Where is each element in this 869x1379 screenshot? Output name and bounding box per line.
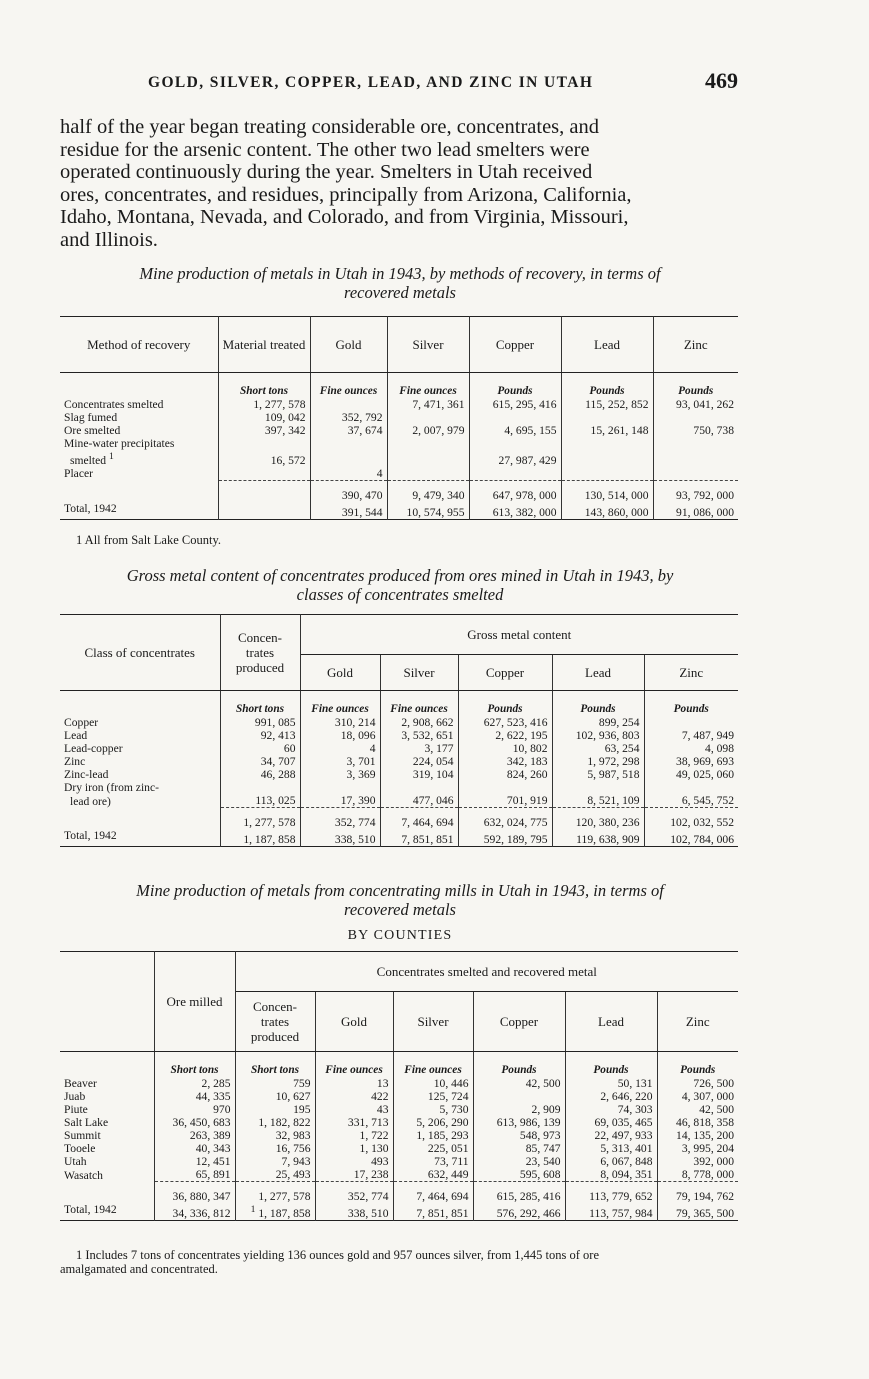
col-header-gold: Gold bbox=[310, 317, 387, 373]
table-row: Placer 4 bbox=[60, 467, 738, 481]
table-row: Concentrates smelted 1, 277, 578 7, 471, 361 615, 295, 416 115, 252, 852 93, 041, 262 bbox=[60, 398, 738, 411]
col-header-lead: Lead bbox=[561, 317, 653, 373]
col-header-copper: Copper bbox=[473, 992, 565, 1052]
row-label: Salt Lake bbox=[60, 1116, 154, 1129]
table-row: Wasatch 65, 891 25, 493 17, 238 632, 449 595, 608 8, 094, 351 8, 778, 000 bbox=[60, 1168, 738, 1182]
caption-line: classes of concentrates smelted bbox=[296, 585, 504, 604]
table-row: Summit 263, 389 32, 983 1, 722 1, 185, 293 548, 973 22, 497, 933 14, 135, 200 bbox=[60, 1129, 738, 1142]
unit-label: Pounds bbox=[469, 373, 561, 399]
table-row: Lead 92, 413 18, 096 3, 532, 651 2, 622, 195 102, 936, 803 7, 487, 949 bbox=[60, 729, 738, 742]
intro-line: and Illinois. bbox=[60, 228, 158, 251]
row-label: Copper bbox=[60, 716, 220, 729]
row-label: Placer bbox=[60, 467, 218, 481]
unit-label: Fine ounces bbox=[387, 373, 469, 399]
unit-label: Pounds bbox=[473, 1052, 565, 1078]
row-label: Total, 1942 bbox=[60, 829, 220, 847]
row-label: lead ore) bbox=[60, 794, 220, 808]
unit-label: Pounds bbox=[552, 691, 644, 717]
unit-label: Pounds bbox=[458, 691, 552, 717]
row-label: Tooele bbox=[60, 1142, 154, 1155]
table-by-counties bbox=[60, 951, 738, 1221]
row-label: Total, 1942 bbox=[60, 1203, 154, 1221]
table-row bbox=[60, 437, 738, 450]
table-row: Piute 970 195 43 5, 730 2, 909 74, 303 42, 500 bbox=[60, 1103, 738, 1116]
row-label: Summit bbox=[60, 1129, 154, 1142]
unit-label: Short tons bbox=[220, 691, 300, 717]
caption-line: Mine production of metals in Utah in 1943, by methods of recovery, in terms of bbox=[139, 264, 661, 283]
row-label: Dry iron (from zinc- bbox=[60, 781, 220, 794]
unit-label: Fine ounces bbox=[300, 691, 380, 717]
table3-caption bbox=[55, 881, 745, 919]
col-header-silver: Silver bbox=[387, 317, 469, 373]
intro-line: half of the year began treating considerable ore, concentrates, and bbox=[60, 116, 600, 138]
row-label: Juab bbox=[60, 1090, 154, 1103]
col-header-material: Material treated bbox=[218, 317, 310, 373]
row-label: Concentrates smelted bbox=[60, 398, 218, 411]
table-row: Zinc-lead 46, 288 3, 369 319, 104 824, 260 5, 987, 518 49, 025, 060 bbox=[60, 768, 738, 781]
table-row: lead ore) 113, 025 17, 390 477, 046 701, 919 8, 521, 109 6, 545, 752 bbox=[60, 794, 738, 808]
intro-paragraph bbox=[60, 116, 740, 252]
table3-footnote bbox=[60, 1248, 740, 1276]
row-label: Lead-copper bbox=[60, 742, 220, 755]
col-header-zinc: Zinc bbox=[644, 655, 738, 691]
col-header-group: Concentrates smelted and recovered metal bbox=[235, 952, 738, 992]
footnote-mark: 1 bbox=[108, 451, 114, 462]
row-label: Ore smelted bbox=[60, 424, 218, 437]
total-1942-row: Total, 1942 1, 187, 858 338, 510 7, 851, 851 592, 189, 795 119, 638, 909 102, 784, 006 bbox=[60, 829, 738, 847]
table1-caption bbox=[55, 264, 745, 302]
col-header-county bbox=[60, 952, 154, 1052]
col-header-copper: Copper bbox=[458, 655, 552, 691]
table1-footnote: 1 All from Salt Lake County. bbox=[76, 533, 222, 547]
table-gross-metal-content bbox=[60, 614, 738, 847]
row-label: Piute bbox=[60, 1103, 154, 1116]
row-label: Zinc bbox=[60, 755, 220, 768]
row-label: Mine-water precipitates bbox=[60, 437, 218, 450]
unit-label: Short tons bbox=[154, 1052, 235, 1078]
col-header-gold: Gold bbox=[315, 992, 393, 1052]
unit-label: Pounds bbox=[678, 385, 714, 397]
row-label: Slag fumed bbox=[60, 411, 218, 424]
total-1942-row: Total, 1942 391, 544 10, 574, 955 613, 382, 000 143, 860, 000 91, 086, 000 bbox=[60, 502, 738, 520]
table-row: Lead-copper 60 4 3, 177 10, 802 63, 254 4, 098 bbox=[60, 742, 738, 755]
col-header-zinc: Zinc bbox=[653, 317, 738, 373]
col-header-zinc: Zinc bbox=[657, 992, 738, 1052]
caption-line: recovered metals bbox=[344, 900, 456, 919]
col-header-silver: Silver bbox=[393, 992, 473, 1052]
table-row: Ore smelted 397, 342 37, 674 2, 007, 979 4, 695, 155 15, 261, 148 750, 738 bbox=[60, 424, 738, 437]
intro-line: operated continuously during the year. Smelters in Utah received bbox=[60, 161, 593, 184]
unit-label: Fine ounces bbox=[315, 1052, 393, 1078]
table-row: Utah 12, 451 7, 943 493 73, 711 23, 540 6, 067, 848 392, 000 bbox=[60, 1155, 738, 1168]
row-label: Lead bbox=[60, 729, 220, 742]
intro-line: Idaho, Montana, Nevada, and Colorado, and from Virginia, Missouri, bbox=[60, 206, 629, 229]
col-header-gold: Gold bbox=[300, 655, 380, 691]
col-header-lead: Lead bbox=[565, 992, 657, 1052]
footnote-line: amalgamated and concentrated. bbox=[60, 1262, 218, 1276]
footnote-mark: 1 bbox=[250, 1204, 256, 1216]
table-row: Copper 991, 085 310, 214 2, 908, 662 627, 523, 416 899, 254 bbox=[60, 716, 738, 729]
intro-line: ores, concentrates, and residues, principally from Arizona, California, bbox=[60, 183, 632, 206]
caption-line: Mine production of metals from concentrating mills in Utah in 1943, in terms of bbox=[136, 881, 664, 900]
col-header-silver: Silver bbox=[380, 655, 458, 691]
table-row: Beaver 2, 285 759 13 10, 446 42, 500 50, 131 726, 500 bbox=[60, 1077, 738, 1090]
unit-label: Short tons bbox=[218, 373, 310, 399]
table-row: Zinc 34, 707 3, 701 224, 054 342, 183 1, 972, 298 38, 969, 693 bbox=[60, 755, 738, 768]
row-label: Total, 1942 bbox=[60, 502, 218, 520]
row-label: smelted $^1$ bbox=[60, 450, 218, 467]
total-row: 390, 470 9, 479, 340 647, 978, 000 130, 514, 000 93, 792, 000 bbox=[60, 480, 738, 502]
unit-label: Pounds bbox=[680, 1064, 716, 1076]
total-row: 36, 880, 347 1, 277, 578 352, 774 7, 464, 694 615, 285, 416 113, 779, 652 79, 194, 762 bbox=[60, 1182, 738, 1204]
page-header bbox=[148, 68, 738, 98]
col-header-class: Class of concentrates bbox=[60, 615, 220, 691]
col-header-produced: Concen- trates produced bbox=[235, 992, 315, 1052]
total-1942-row: Total, 1942 34, 336, 812 $^1$ 1, 187, 858 338, 510 7, 851, 851 576, 292, 466 113, 757, 984 79, 365, 500 bbox=[60, 1203, 738, 1221]
caption-line: recovered metals bbox=[344, 283, 456, 302]
running-title: GOLD, SILVER, COPPER, LEAD, AND ZINC IN UTAH bbox=[148, 74, 594, 91]
table-row: Salt Lake 36, 450, 683 1, 182, 822 331, 713 5, 206, 290 613, 986, 139 69, 035, 465 46, 818, 358 bbox=[60, 1116, 738, 1129]
unit-label: Fine ounces bbox=[393, 1052, 473, 1078]
col-header-group: Gross metal content bbox=[300, 615, 738, 655]
unit-label: Fine ounces bbox=[380, 691, 458, 717]
table-row: Slag fumed 109, 042 352, 792 bbox=[60, 411, 738, 424]
footnote-line: 1 Includes 7 tons of concentrates yielding 136 ounces gold and 957 ounces silver, from 1,445 tons of ore bbox=[76, 1248, 599, 1262]
row-label: Utah bbox=[60, 1155, 154, 1168]
table-row: Juab 44, 335 10, 627 422 125, 724 2, 646, 220 4, 307, 000 bbox=[60, 1090, 738, 1103]
caption-line: Gross metal content of concentrates produced from ores mined in Utah in 1943, by bbox=[126, 566, 674, 585]
table-row: Tooele 40, 343 16, 756 1, 130 225, 051 85, 747 5, 313, 401 3, 995, 204 bbox=[60, 1142, 738, 1155]
page-number: 469 bbox=[705, 68, 738, 93]
table2-caption bbox=[55, 566, 745, 604]
row-label: Beaver bbox=[60, 1077, 154, 1090]
col-header-lead: Lead bbox=[552, 655, 644, 691]
col-header-copper: Copper bbox=[469, 317, 561, 373]
intro-line: residue for the arsenic content. The other two lead smelters were bbox=[60, 138, 590, 161]
unit-label: Pounds bbox=[561, 373, 653, 399]
unit-label: Fine ounces bbox=[310, 373, 387, 399]
unit-label: Pounds bbox=[565, 1052, 657, 1078]
row-label: Wasatch bbox=[60, 1168, 154, 1182]
col-header-method: Method of recovery bbox=[60, 317, 218, 373]
unit-label: Short tons bbox=[235, 1052, 315, 1078]
table-row bbox=[60, 781, 738, 794]
sub-heading: BY COUNTIES bbox=[347, 928, 453, 943]
unit-label: Pounds bbox=[673, 703, 709, 715]
row-label: Zinc-lead bbox=[60, 768, 220, 781]
table-methods-of-recovery bbox=[60, 316, 738, 520]
col-header-ore-milled: Ore milled bbox=[154, 952, 235, 1052]
table-row: smelted $^1$ 16, 572 27, 987, 429 bbox=[60, 450, 738, 467]
col-header-produced: Concen- trates produced bbox=[220, 615, 300, 691]
total-row: 1, 277, 578 352, 774 7, 464, 694 632, 024, 775 120, 380, 236 102, 032, 552 bbox=[60, 808, 738, 830]
